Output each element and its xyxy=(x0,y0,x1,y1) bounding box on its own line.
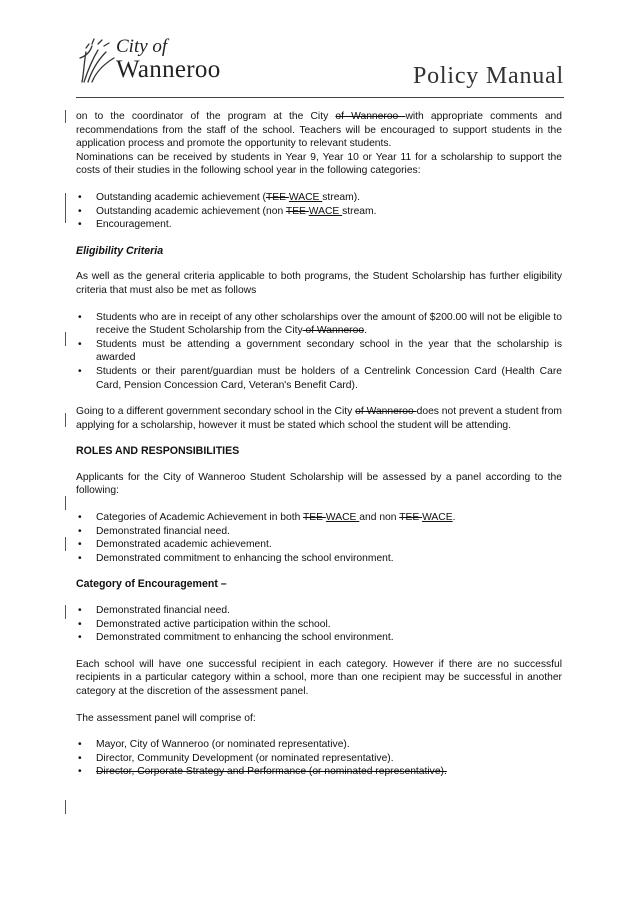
list-item: • Demonstrated academic achievement. xyxy=(76,538,562,552)
document-body xyxy=(76,110,562,792)
roles-heading: ROLES AND RESPONSIBILITIES xyxy=(76,445,240,458)
page-header xyxy=(76,30,564,100)
assessment-list xyxy=(76,511,562,565)
encouragement-heading: Category of Encouragement – xyxy=(76,578,227,591)
header-rule xyxy=(76,97,564,98)
list-item: • Demonstrated commitment to enhancing the school environment. xyxy=(76,552,562,566)
eligibility-list xyxy=(76,311,562,393)
school-paragraph: Going to a different government secondary school in the City of Wanneroo does not prevent a student from applying for a scholarship, however it must be stated which school the student will be attending. xyxy=(76,406,563,431)
list-item: • Demonstrated commitment to enhancing the school environment. xyxy=(76,631,562,645)
change-bar xyxy=(65,110,66,123)
list-item: • Demonstrated financial need. xyxy=(76,604,562,618)
category-list xyxy=(76,191,562,232)
change-bar xyxy=(65,800,66,814)
change-bar xyxy=(65,496,66,510)
logo-city-text: City of xyxy=(116,36,168,57)
list-item: • Director, Corporate Strategy and Performance (or nominated representative). xyxy=(76,765,562,779)
list-item: • Students must be attending a government secondary school in the year that the scholarship is awarded xyxy=(76,338,562,365)
change-bar xyxy=(65,332,66,346)
intro-deleted: of Wanneroo xyxy=(335,111,406,122)
intro-paragraph xyxy=(76,110,562,151)
encouragement-list xyxy=(76,604,562,645)
intro-text-2: with appropriate comments and recommendations from the staff of the school. Teachers will be encouraged to support students in the application process and promote the opportunity to relevant students. xyxy=(76,111,563,150)
manual-title: Policy Manual xyxy=(412,63,564,89)
change-bar xyxy=(65,193,66,223)
list-item: • Categories of Academic Achievement in both TEE WACE and non TEE WACE. xyxy=(76,511,562,525)
logo-name-text: Wanneroo xyxy=(116,56,221,83)
list-item: • Students who are in receipt of any other scholarships over the amount of $200.00 will not be eligible to receive the Student Scholarship from the City of Wanneroo. xyxy=(76,311,562,338)
list-item: • Encouragement. xyxy=(76,218,562,232)
recipient-paragraph: Each school will have one successful recipient in each category. However if there are no successful recipients in a particular category within a school, more than one recipient may be successful in another category at the discretion of the assessment panel. xyxy=(76,658,562,697)
city-logo-icon xyxy=(76,36,118,84)
list-item: • Outstanding academic achievement (TEE WACE stream). xyxy=(76,191,562,205)
list-item: • Demonstrated financial need. xyxy=(76,525,562,539)
list-item: • Mayor, City of Wanneroo (or nominated representative). xyxy=(76,738,562,752)
nominations-paragraph: Nominations can be received by students in Year 9, Year 10 or Year 11 for a scholarship to support the costs of their studies in the following school year in the following categories: xyxy=(76,151,562,177)
eligibility-intro: As well as the general criteria applicable to both programs, the Student Scholarship has further eligibility criteria that must also be met as follows xyxy=(76,271,562,296)
eligibility-heading: Eligibility Criteria xyxy=(76,244,164,257)
change-bar xyxy=(65,537,66,551)
roles-intro: Applicants for the City of Wanneroo Student Scholarship will be assessed by a panel according to the following: xyxy=(76,471,562,497)
list-item: • Outstanding academic achievement (non TEE WACE stream. xyxy=(76,205,562,219)
list-item: • Students or their parent/guardian must be holders of a Centrelink Concession Card (Health Care Card, Pension Concession Card, Veteran's Benefit Card). xyxy=(76,365,562,392)
panel-list xyxy=(76,738,562,779)
panel-intro: The assessment panel will comprise of: xyxy=(76,712,256,724)
list-item: • Demonstrated active participation within the school. xyxy=(76,618,562,632)
change-bar xyxy=(65,413,66,427)
list-item: • Director, Community Development (or nominated representative). xyxy=(76,752,562,766)
intro-text-1: on to the coordinator of the program at the City xyxy=(76,111,336,122)
change-bar xyxy=(65,605,66,619)
